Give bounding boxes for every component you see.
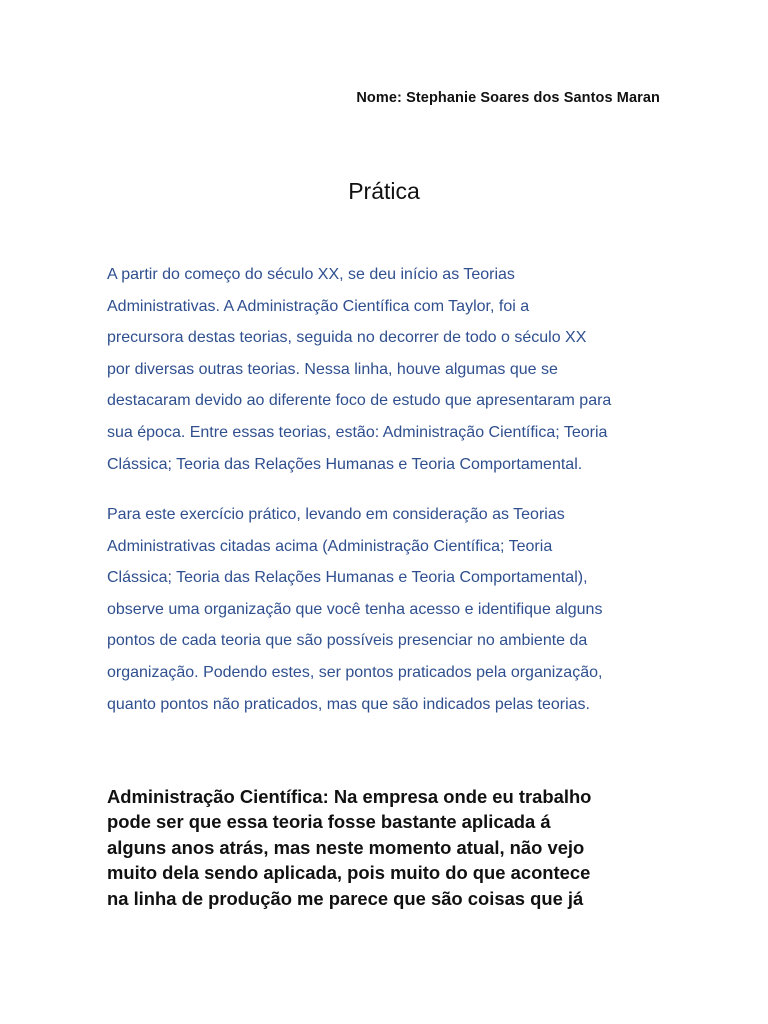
text-line: muito dela sendo aplicada, pois muito do que acontece	[107, 862, 591, 884]
text-line: Clássica; Teoria das Relações Humanas e Teoria Comportamental),	[107, 569, 588, 587]
text-line: precursora destas teorias, seguida no decorrer de todo o século XX	[107, 329, 587, 347]
text-line: destacaram devido ao diferente foco de estudo que apresentaram para	[107, 392, 612, 410]
text-line: Para este exercício prático, levando em consideração as Teorias	[107, 506, 565, 523]
text-line: quanto pontos não praticados, mas que são indicados pelas teorias.	[107, 695, 590, 713]
page-title: Prática	[348, 178, 420, 204]
prompt-paragraph-2	[107, 499, 667, 720]
text-line: pode ser que essa teoria fosse bastante aplicada á	[107, 811, 551, 833]
text-line: Administração Científica: Na empresa onde eu trabalho	[107, 786, 592, 807]
text-line: alguns anos atrás, mas neste momento atual, não vejo	[107, 836, 585, 858]
text-line: na linha de produção me parece que são coisas que já	[107, 887, 584, 909]
text-line: sua época. Entre essas teorias, estão: Administração Científica; Teoria	[107, 423, 608, 441]
text-line: A partir do começo do século XX, se deu início as Teorias	[107, 266, 515, 283]
answer-paragraph	[107, 784, 687, 911]
text-line: organização. Podendo estes, ser pontos praticados pela organização,	[107, 663, 603, 681]
text-line: observe uma organização que você tenha acesso e identifique alguns	[107, 600, 603, 618]
text-line: Clássica; Teoria das Relações Humanas e Teoria Comportamental.	[107, 455, 583, 473]
text-line: por diversas outras teorias. Nessa linha, houve algumas que se	[107, 360, 558, 378]
prompt-paragraph-1	[107, 259, 667, 480]
text-line: Administrativas. A Administração Científica com Taylor, foi a	[107, 297, 530, 315]
author-name: Nome: Stephanie Soares dos Santos Maran	[356, 90, 660, 106]
text-line: pontos de cada teoria que são possíveis presenciar no ambiente da	[107, 632, 588, 650]
text-line: Administrativas citadas acima (Administração Científica; Teoria	[107, 537, 553, 555]
